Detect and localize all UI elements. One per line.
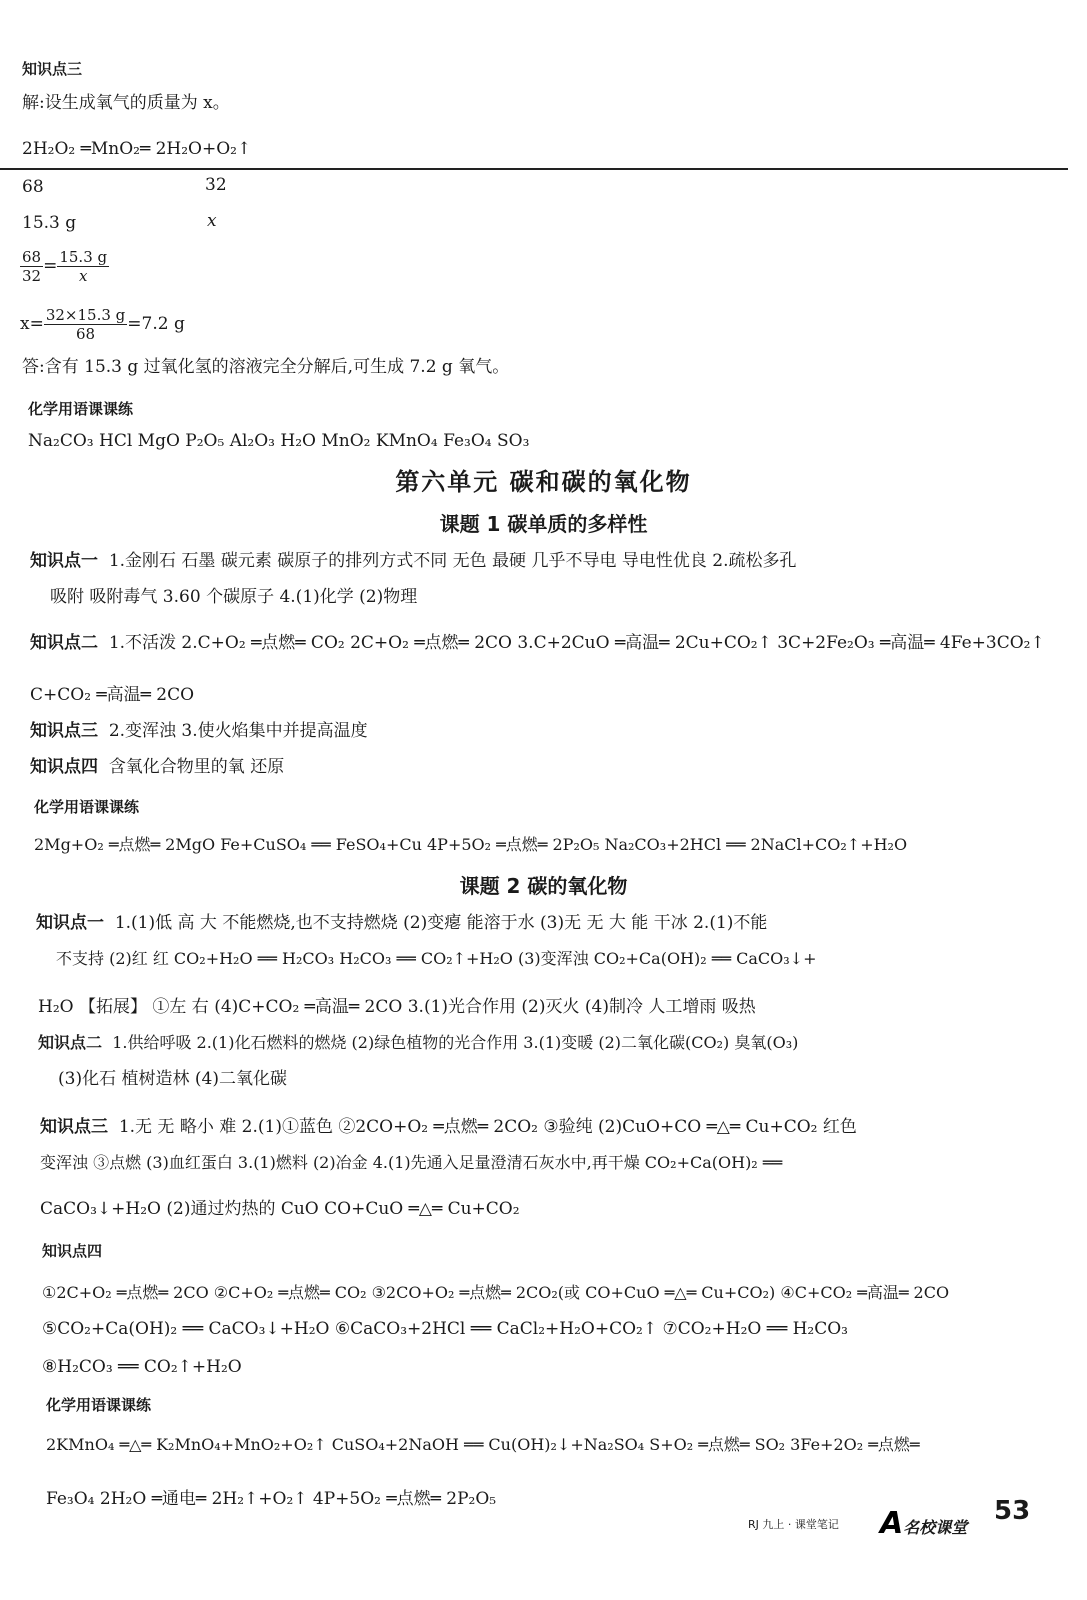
lesson1-kp2-text1: 1.不活泼 2.C+O₂ ═点燃═ CO₂ 2C+O₂ ═点燃═ 2CO 3.C+2CuO ═高温═ 2Cu+CO₂↑ 3C+2Fe₂O₃ ═高温═ 4Fe+3CO₂↑ [108,633,1045,653]
lesson2-practice-row1: 2KMnO₄ ═△═ K₂MnO₄+MnO₂+O₂↑ CuSO₄+2NaOH ══ Cu(OH)₂↓+Na₂SO₄ S+O₂ ═点燃═ SO₂ 3Fe+2O₂ ═点燃═ [46,1435,920,1454]
prop-num-right: 15.3 g [59,248,108,266]
lesson1-kp1-row2: 吸附 吸附毒气 3.60 个碳原子 4.(1)化学 (2)物理 [50,587,418,607]
lesson2-kp1-row3: H₂O 【拓展】 ①左 右 (4)C+CO₂ ═高温═ 2CO 3.(1)光合作用 (2)灭火 (4)制冷 人工增雨 吸热 [38,997,756,1017]
lesson1-kp2-row2: C+CO₂ ═高温═ 2CO [30,685,195,705]
lesson1-kp3-label: 知识点三 [30,721,98,741]
lesson2-kp1-row1 [36,912,767,934]
equation-line: 2H₂O₂ ═MnO₂═ 2H₂O+O₂↑ [22,139,252,159]
lesson1-kp4-label: 知识点四 [30,757,98,777]
lesson2-kp3-row1 [40,1116,857,1138]
lesson1-kp3-text: 2.变浑浊 3.使火焰集中并提高温度 [108,721,368,741]
prop-den-right: x [79,267,88,285]
lesson2-kp4-row2: ⑤CO₂+Ca(OH)₂ ══ CaCO₃↓+H₂O ⑥CaCO₃+2HCl ══ CaCl₂+H₂O+CO₂↑ ⑦CO₂+H₂O ══ H₂CO₃ [42,1319,848,1339]
lesson2-kp1-text1: 1.(1)低 高 大 不能燃烧,也不支持燃烧 (2)变瘪 能溶于水 (3)无 无 大 能 干冰 2.(1)不能 [114,913,768,933]
ratio-left-1: 68 [22,177,44,197]
lesson2-practice-title: 化学用语课课练 [46,1396,152,1414]
lesson1-kp4-row [30,756,284,778]
lesson1-kp1-row1 [30,550,796,572]
lesson2-kp4-title: 知识点四 [42,1242,103,1260]
lesson2-kp4-row1: ①2C+O₂ ═点燃═ 2CO ②C+O₂ ═点燃═ CO₂ ③2CO+O₂ ═点燃═ 2CO₂(或 CO+CuO ═△═ Cu+CO₂) ④C+CO₂ ═高温═ 2CO [42,1283,950,1302]
kp3-top-title: 知识点三 [22,60,83,78]
answer-line: 答:含有 15.3 g 过氧化氢的溶液完全分解后,可生成 7.2 g 氧气。 [22,357,510,377]
lesson2-title: 课题 2 碳的氧化物 [459,874,628,898]
prop-den-left: 32 [22,267,42,285]
lesson2-kp2-row2: (3)化石 植树造林 (4)二氧化碳 [58,1069,287,1089]
lesson2-kp3-text1: 1.无 无 略小 难 2.(1)①蓝色 ②2CO+O₂ ═点燃═ 2CO₂ ③验纯 (2)CuO+CO ═△═ Cu+CO₂ 红色 [118,1117,857,1137]
ratio-right-1: 32 [205,175,227,195]
calc-num: 32×15.3 g [45,306,126,324]
lesson2-kp4-row3: ⑧H₂CO₃ ══ CO₂↑+H₂O [42,1357,242,1377]
divider-rule [0,168,1068,170]
lesson2-kp1-row2: 不支持 (2)红 红 CO₂+H₂O ══ H₂CO₃ H₂CO₃ ══ CO₂↑+H₂O (3)变浑浊 CO₂+Ca(OH)₂ ══ CaCO₃↓+ [56,949,817,968]
lesson1-practice-line: 2Mg+O₂ ═点燃═ 2MgO Fe+CuSO₄ ══ FeSO₄+Cu 4P+5O₂ ═点燃═ 2P₂O₅ Na₂CO₃+2HCl ══ 2NaCl+CO₂↑+H₂O [34,835,908,854]
calc-result: =7.2 g [127,314,185,334]
lesson1-title: 课题 1 碳单质的多样性 [439,512,648,536]
lesson1-kp2-label: 知识点二 [30,633,98,653]
calc-prefix: x= [20,314,44,334]
lesson2-kp3-label: 知识点三 [40,1117,108,1137]
prop-eq: = [43,256,58,276]
lesson2-kp2-row1 [38,1032,798,1054]
prop-num-left: 68 [22,248,42,266]
lesson2-kp2-label: 知识点二 [38,1033,103,1052]
lesson1-kp1-text1: 1.金刚石 石墨 碳元素 碳原子的排列方式不同 无色 最硬 几乎不导电 导电性优良 2.疏松多孔 [108,551,797,571]
unit-title: 第六单元 碳和碳的氧化物 [395,468,692,496]
brand-logo: A名校课堂 [880,1506,968,1541]
page-number: 53 [994,1496,1031,1526]
footer-series: RJ 九上 · 课堂笔记 [748,1518,839,1531]
lesson1-kp4-text: 含氧化合物里的氧 还原 [108,757,285,777]
lesson2-practice-row2: Fe₃O₄ 2H₂O ═通电═ 2H₂↑+O₂↑ 4P+5O₂ ═点燃═ 2P₂O₅ [46,1489,497,1509]
ratio-left-2: 15.3 g [22,213,77,233]
proportion [20,248,109,285]
practice1-title: 化学用语课课练 [28,400,134,418]
lesson1-kp1-label: 知识点一 [30,551,98,571]
lesson1-kp2-row1 [30,632,1045,654]
calc-den: 68 [76,325,96,343]
lesson1-practice-title: 化学用语课课练 [34,798,140,816]
lesson2-kp3-row3: CaCO₃↓+H₂O (2)通过灼热的 CuO CO+CuO ═△═ Cu+CO₂ [40,1199,520,1219]
practice1-formulas: Na₂CO₃ HCl MgO P₂O₅ Al₂O₃ H₂O MnO₂ KMnO₄ Fe₃O₄ SO₃ [28,431,530,451]
lesson2-kp3-row2: 变浑浊 ③点燃 (3)血红蛋白 3.(1)燃料 (2)冶金 4.(1)先通入足量澄清石灰水中,再干燥 CO₂+Ca(OH)₂ ══ [40,1153,783,1172]
solve-line: 解:设生成氧气的质量为 x。 [22,93,230,113]
lesson2-kp2-text1: 1.供给呼吸 2.(1)化石燃料的燃烧 (2)绿色植物的光合作用 3.(1)变暖 (2)二氧化碳(CO₂) 臭氧(O₃) [112,1033,799,1052]
lesson2-kp1-label: 知识点一 [36,913,104,933]
lesson1-kp3-row [30,720,368,742]
ratio-right-2: x [207,211,217,231]
calc-line [20,306,185,343]
